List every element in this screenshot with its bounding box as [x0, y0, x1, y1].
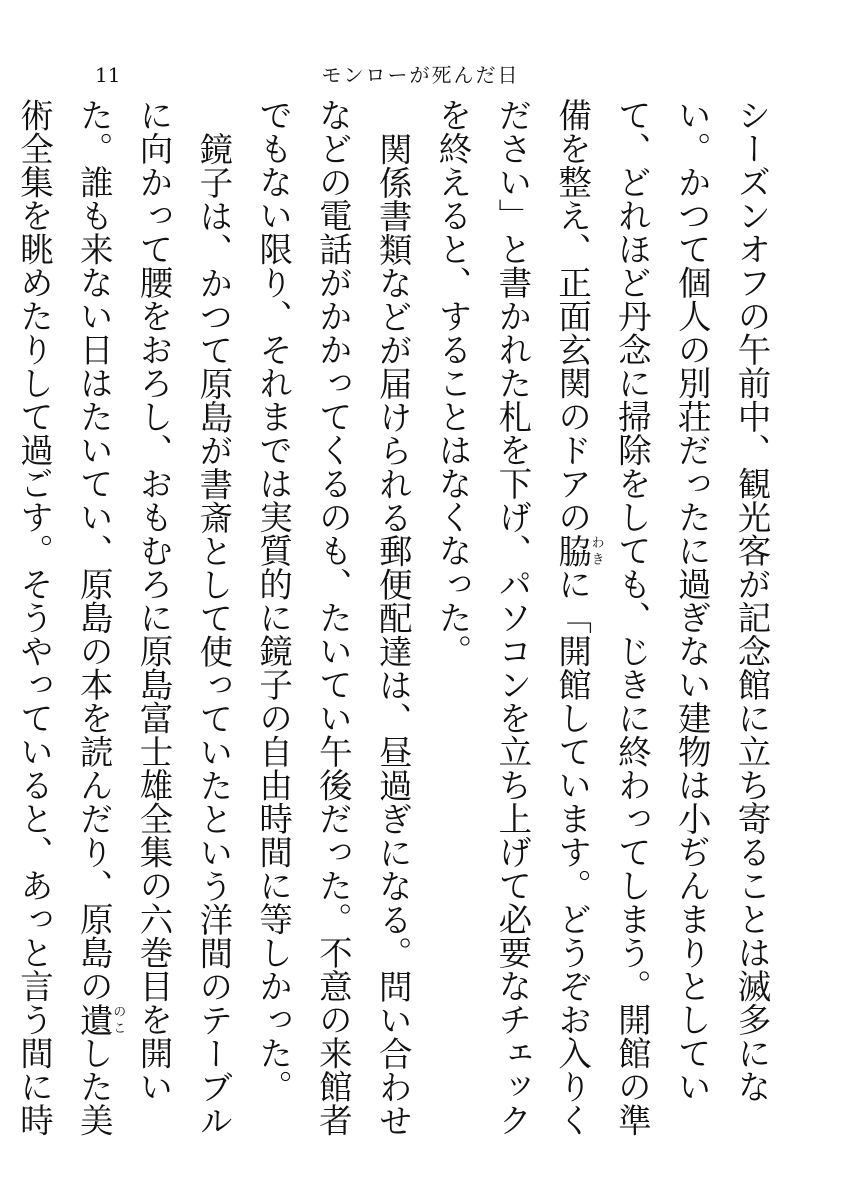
- running-title: モンローが死んだ日: [321, 63, 520, 87]
- paragraph: [0, 98, 243, 1158]
- ruby-base: 遺: [74, 1002, 114, 1036]
- text-segment: 関係書類などが届けられる郵便配達は、昼過ぎになる。問い合わせなどの電話がかかってくるのも、たいてい午後だった。不意の来館者でもない限り、それまでは実質的に鏡子の自由時間に等しかった。: [253, 98, 413, 1137]
- text-segment: に「開館しています。どうぞお入りください」と書かれた札を下げ、パソコンを立ち上げて必要なチェックを終えると、することはなくなった。: [433, 98, 592, 1137]
- text-segment: シーズンオフの午前中、観光客が記念館に立ち寄ることは滅多にない。かつて個人の別荘だったに過ぎない建物は小ぢんまりとしていて、どれほど丹念に掃除をしても、じきに終わってしまう。開館の準備を整え、正面玄関のドアの: [552, 98, 771, 1137]
- body-text: [14, 98, 781, 1158]
- page-number: 11: [95, 63, 121, 87]
- ruby-word: [74, 1002, 126, 1037]
- furigana: わき: [588, 533, 604, 567]
- paragraph: [422, 98, 781, 1158]
- ruby-base: 脇: [552, 533, 592, 567]
- furigana: のこ: [110, 1002, 126, 1036]
- ruby-word: [552, 533, 604, 568]
- text-segment: した美術全集を眺めたりして過ごす。そうやっていると、あっと言う間に時: [14, 98, 114, 1137]
- paragraph: [243, 98, 422, 1158]
- text-segment: 鏡子は、かつて原島が書斎として使っていたという洋間のテーブルに向かって腰をおろし、おもむろに原島富士雄全集の六巻目を開いた。誰も来ない日はたいてい、原島の本を読んだり、原島の: [74, 98, 233, 1137]
